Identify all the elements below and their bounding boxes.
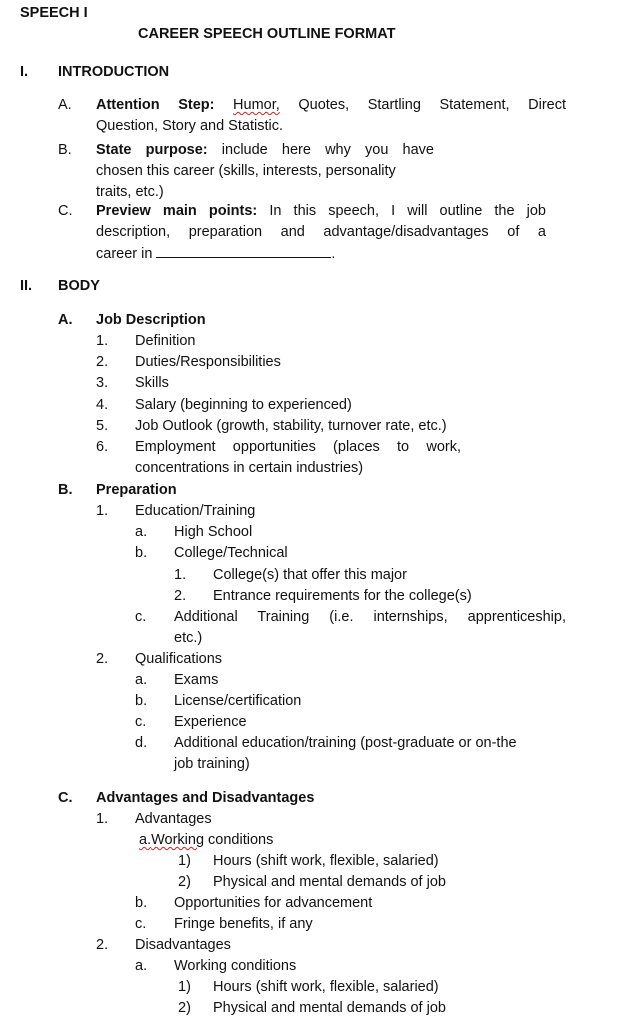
preview-points-label: Preview main points: [96, 203, 258, 219]
item-letter: d. [135, 735, 148, 751]
period: . [331, 246, 336, 262]
list-item: Physical and mental demands of job [213, 874, 446, 890]
list-item: Additional education/training (post-graduate or on-the [174, 735, 517, 751]
preparation-heading: Preparation [96, 482, 177, 498]
item-number: 2. [174, 588, 187, 604]
speech-label: SPEECH I [20, 5, 88, 21]
list-item: Working conditions [174, 958, 297, 974]
list-item: Definition [135, 333, 196, 349]
item-number: 2) [178, 1000, 191, 1016]
state-purpose-line [96, 141, 434, 159]
list-item: College/Technical [174, 545, 288, 561]
section-number-intro: I. [20, 64, 29, 80]
item-letter: b. [135, 545, 148, 561]
outline-letter: A. [58, 97, 72, 113]
attention-step-label: Attention Step: [96, 97, 215, 113]
working-word: Working [151, 832, 205, 848]
list-item: Exams [174, 672, 219, 688]
section-number-body: II. [20, 278, 33, 294]
section-heading-introduction: INTRODUCTION [58, 64, 170, 80]
preview-points-line-2: description, preparation and advantage/disadvantages of a [96, 224, 546, 240]
fill-in-blank [156, 245, 331, 258]
item-number: 2. [96, 651, 109, 667]
list-item: License/certification [174, 693, 302, 709]
item-letter: c. [135, 916, 147, 932]
outline-letter: C. [58, 203, 73, 219]
humor-word: Humor, [233, 97, 280, 113]
list-item: Fringe benefits, if any [174, 916, 313, 932]
outline-letter: A. [58, 312, 73, 328]
list-item-continuation: job training) [174, 756, 250, 772]
item-letter: a. [135, 958, 148, 974]
item-number: 1. [96, 333, 109, 349]
item-letter: c. [135, 714, 147, 730]
list-item: Salary (beginning to experienced) [135, 397, 352, 413]
list-item: Hours (shift work, flexible, salaried) [213, 979, 439, 995]
state-purpose-line-3: traits, etc.) [96, 184, 164, 200]
outline-letter: B. [58, 142, 72, 158]
list-item: Physical and mental demands of job [213, 1000, 446, 1016]
preview-points-line [96, 202, 546, 220]
item-letter: a. [135, 672, 148, 688]
working-conditions-line [139, 831, 273, 849]
item-number: 5. [96, 418, 109, 434]
list-item: Additional Training (i.e. internships, apprenticeship, [174, 609, 566, 625]
item-letter: a. [135, 524, 148, 540]
state-purpose-line-2: chosen this career (skills, interests, personality [96, 163, 396, 179]
item-number: 2) [178, 874, 191, 890]
outline-letter: C. [58, 790, 73, 806]
item-number: 2. [96, 354, 109, 370]
item-number: 2. [96, 937, 109, 953]
item-number: 1. [96, 503, 109, 519]
list-item: Disadvantages [135, 937, 231, 953]
item-letter: a. [139, 832, 152, 848]
list-item: Education/Training [135, 503, 256, 519]
list-item: Hours (shift work, flexible, salaried) [213, 853, 439, 869]
item-number: 1) [178, 979, 191, 995]
item-number: 3. [96, 375, 109, 391]
list-item: Duties/Responsibilities [135, 354, 281, 370]
list-item: Employment opportunities (places to work, [135, 439, 461, 455]
attention-step-continuation: Question, Story and Statistic. [96, 118, 283, 134]
attention-step-line [96, 96, 566, 114]
state-purpose-label: State purpose: [96, 142, 208, 158]
outline-letter: B. [58, 482, 73, 498]
list-item: High School [174, 524, 253, 540]
career-in-text: career in [96, 246, 153, 262]
list-item: Qualifications [135, 651, 223, 667]
item-letter: b. [135, 895, 148, 911]
list-item: Experience [174, 714, 247, 730]
item-number: 1) [178, 853, 191, 869]
list-item: College(s) that offer this major [213, 567, 407, 583]
item-number: 6. [96, 439, 109, 455]
item-number: 1. [96, 811, 109, 827]
list-item: Advantages [135, 811, 212, 827]
item-number: 1. [174, 567, 187, 583]
item-letter: b. [135, 693, 148, 709]
list-item: Skills [135, 375, 169, 391]
preview-points-text: In this speech, I will outline the job [269, 203, 546, 219]
list-item: Opportunities for advancement [174, 895, 373, 911]
job-description-heading: Job Description [96, 312, 206, 328]
state-purpose-text: include here why you have [221, 142, 434, 158]
list-item: Entrance requirements for the college(s) [213, 588, 472, 604]
list-item-continuation: concentrations in certain industries) [135, 460, 364, 476]
section-heading-body: BODY [58, 278, 100, 294]
list-item-continuation: etc.) [174, 630, 203, 646]
advantages-disadvantages-heading: Advantages and Disadvantages [96, 790, 315, 806]
item-letter: c. [135, 609, 147, 625]
page-title: CAREER SPEECH OUTLINE FORMAT [138, 26, 396, 42]
item-number: 4. [96, 397, 109, 413]
attention-step-text: Quotes, Startling Statement, Direct [298, 97, 567, 113]
preview-points-line-3 [96, 245, 335, 263]
conditions-word: conditions [208, 832, 274, 848]
list-item: Job Outlook (growth, stability, turnover rate, etc.) [135, 418, 447, 434]
